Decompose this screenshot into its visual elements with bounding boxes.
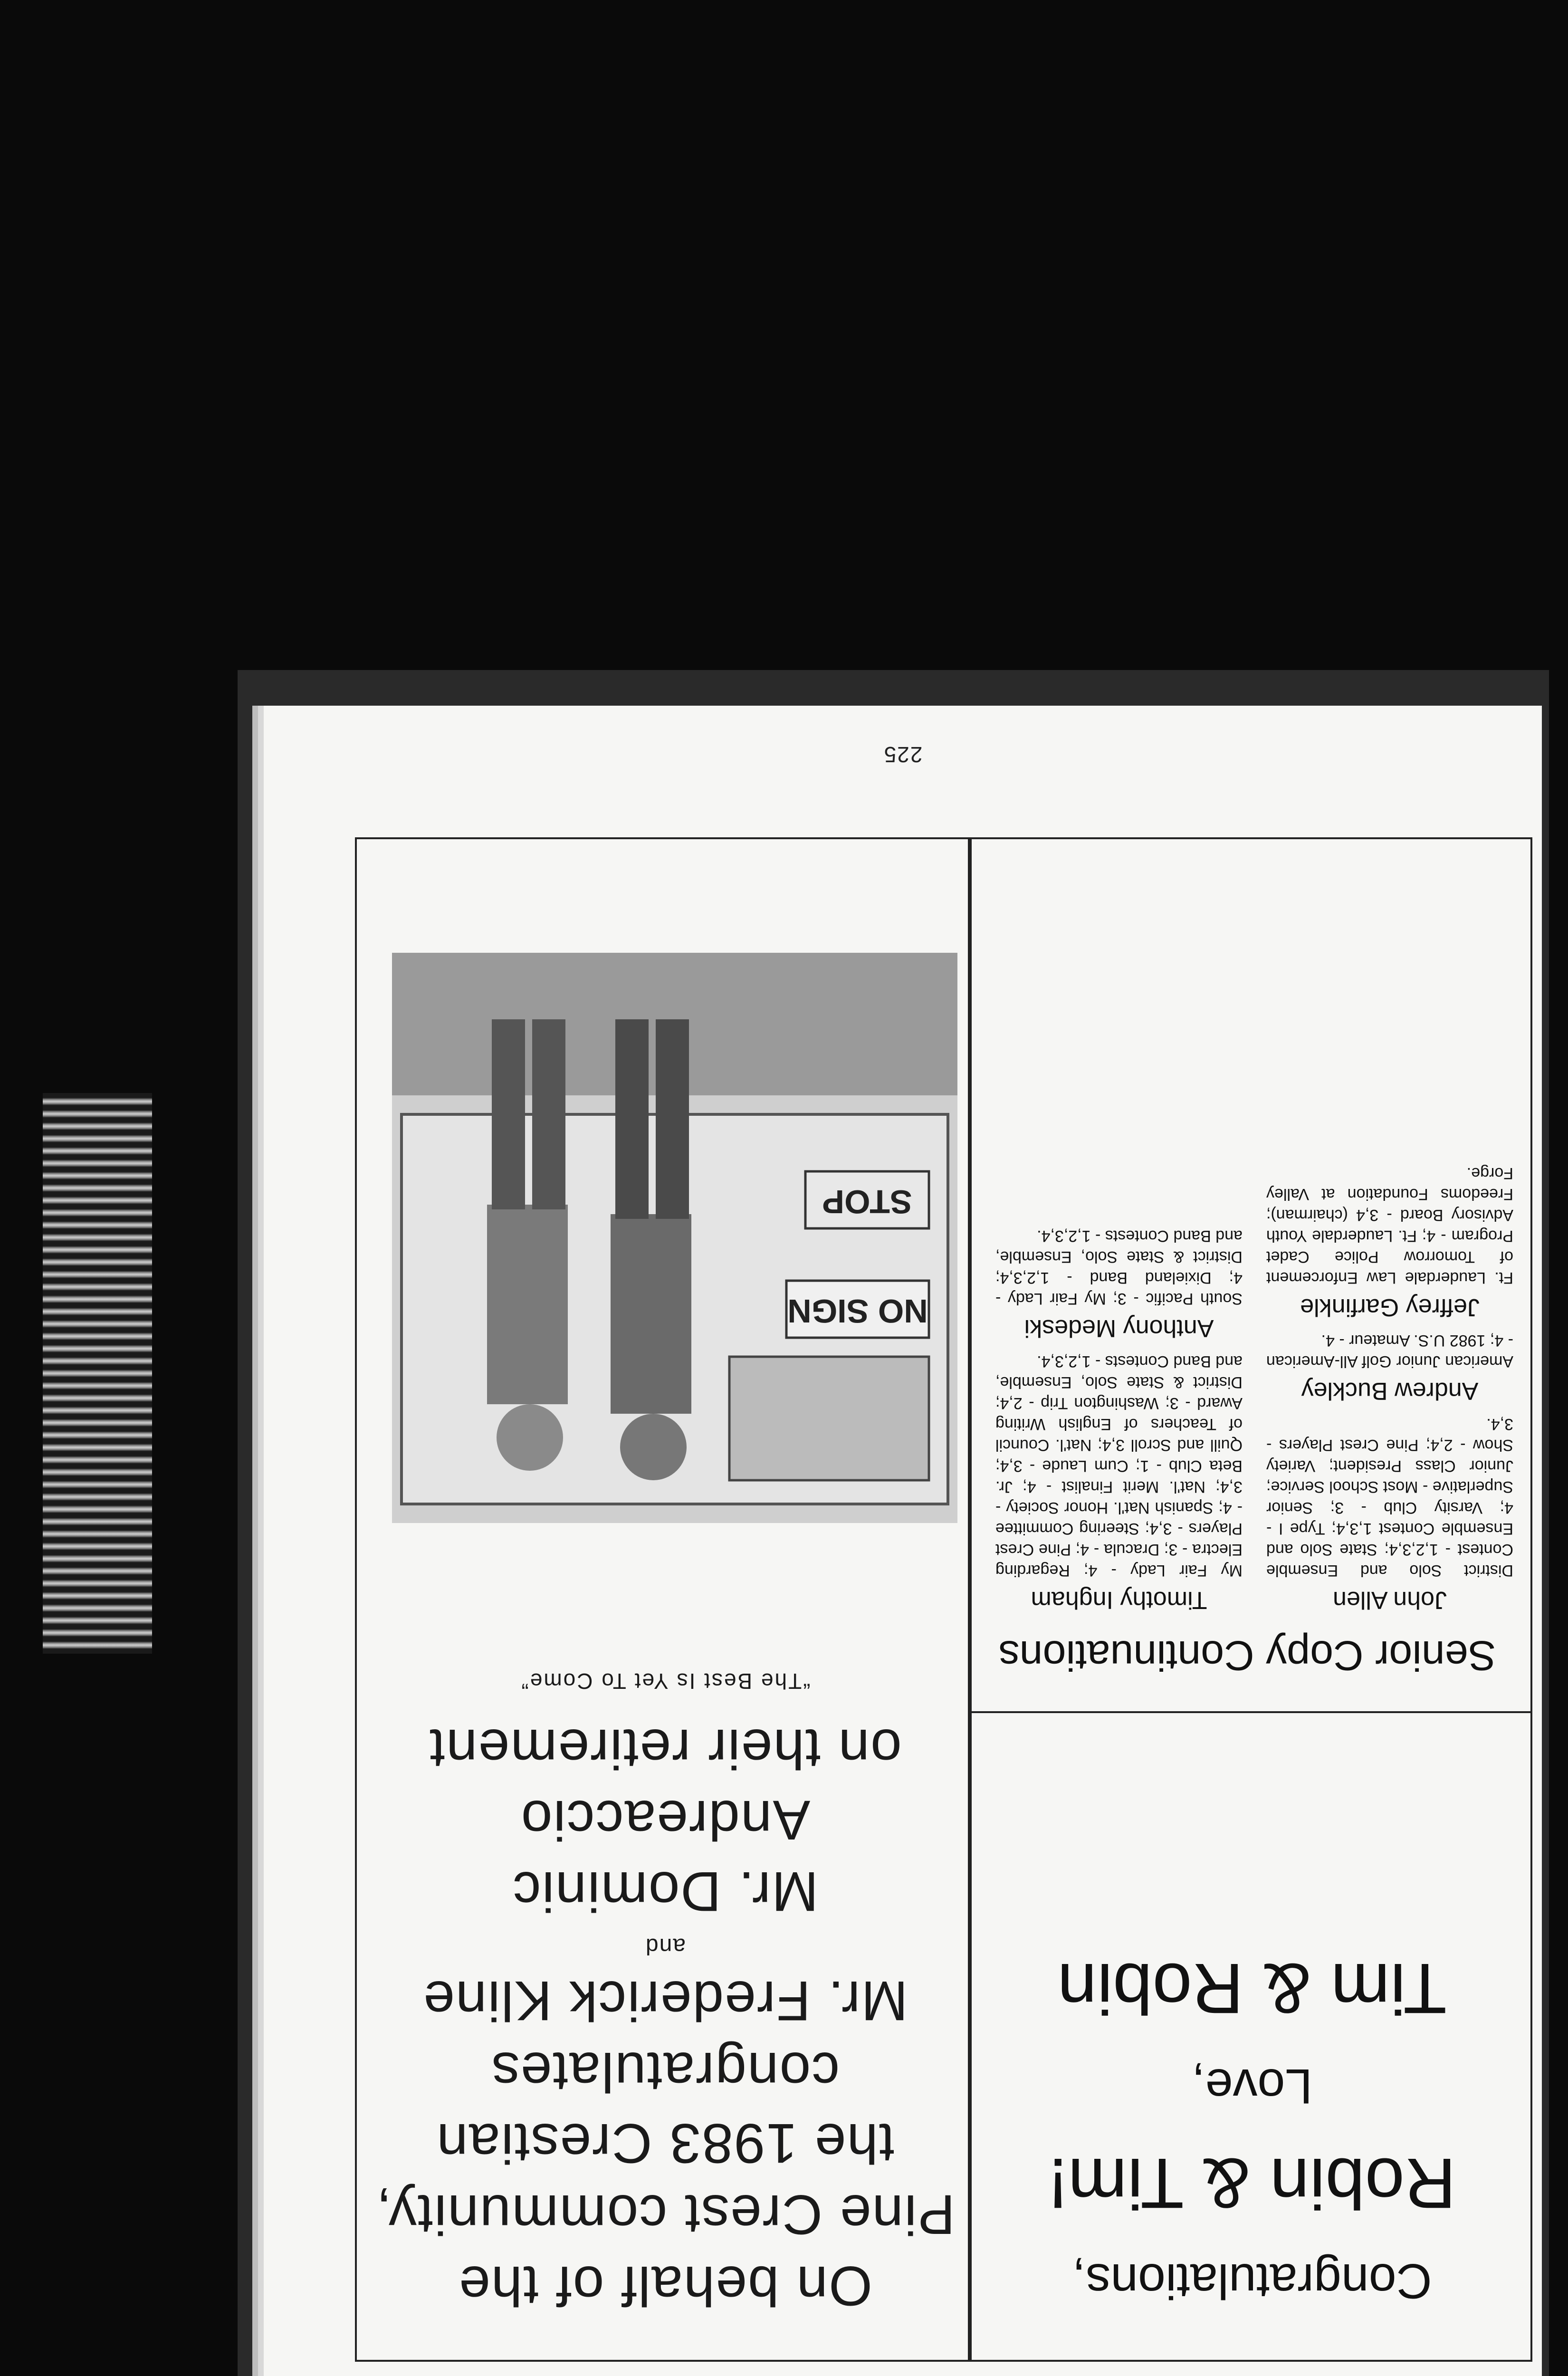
senior-text: Ft. Lauderdale Law Enforcement of Tomorrow Police Cadet Program - 4; Ft. Lauderdale Youth Advisory Board - 3,4 (chairman); Freedoms Foundation at Valley Forge. (1266, 1164, 1513, 1287)
ad-quote: “The Best Is Yet To Come” (520, 1669, 811, 1694)
senior-name: Jeffrey Garfinkle (1300, 1293, 1480, 1321)
ad-line-2: Pine Crest community, (375, 2183, 956, 2246)
ad-line-5: Mr. Frederick Kline (422, 1969, 908, 2032)
senior-name: John Allen (1333, 1586, 1447, 1614)
senior-column-right (995, 1221, 1243, 1623)
senior-column-left (1266, 1158, 1513, 1623)
page-number: 225 (883, 742, 923, 767)
senior-text: American Junior Golf All-American - 4; 1982 U.S. Amateur - 4. (1266, 1332, 1513, 1370)
senior-text: My Fair Lady - 4; Regarding Electra - 3; Dracula - 4; Pine Crest Players - 3,4; Steering Committee - 4; Spanish Nat'l. Honor Society - 3,4; Nat'l. Merit Finalist - 4; Jr. Beta Club - 1; Cum Laude - 3,4; Quill and Scroll 3,4; Nat'l. Council of Teachers of English Writing Award - 3; Washington Trip - 2,4; District & State Solo, Ensemble, and Band Contests - 1,2,3,4. (995, 1352, 1243, 1580)
photo-illustration (392, 953, 957, 1523)
retirement-ad (368, 1668, 962, 2321)
senior-copy-title: Senior Copy Continuations (998, 1632, 1496, 1679)
ad-line-3-text: the 1983 Crestian (436, 2112, 895, 2175)
no-sign-label: NO SIGN (787, 1293, 928, 1330)
ad-line-1: On behalf of the (458, 2254, 872, 2317)
senior-text: South Pacific - 3; My Fair Lady - 4; Dixieland Band - 1,2,3,4; District & State Solo, Ensemble, and Band Contests - 1,2,3,4. (995, 1227, 1243, 1308)
ad-line-3 (368, 2108, 962, 2179)
senior-text: District Solo and Ensemble Contest - 1,2,3,4; State Solo and Ensemble Contest 1,3,4; Type I - 4; Varsity Club - 3; Senior Superlative - Most School Service; Junior Class President; Variety Show - 2,4; Pine Crest Players - 3,4. (1266, 1415, 1513, 1580)
ad-line-8: Andreaccio (520, 1789, 811, 1851)
personal-ad-line-1: Congratulations, (1072, 2253, 1432, 2309)
horizontal-divider (972, 1711, 1532, 1713)
ad-line-9: on their retirement (429, 1717, 902, 1780)
senior-name: Andrew Buckley (1301, 1377, 1479, 1405)
personal-ad-line-2: Robin & Tim! (1048, 2144, 1456, 2223)
stop-sign-label: STOP (822, 1183, 912, 1220)
scanner-edge-artifact (43, 1093, 152, 1654)
ad-line-4: congratulates (490, 2041, 840, 2103)
personal-ad-line-3: Love, (1191, 2059, 1313, 2114)
personal-ad-line-4: Tim & Robin (1057, 1949, 1447, 2029)
senior-name: Anthony Medeski (1024, 1314, 1214, 1342)
rotated-page-content (264, 706, 1542, 2376)
ad-line-6: and (644, 1934, 686, 1959)
retirement-photo (392, 953, 957, 1523)
ad-line-7: Mr. Dominic (512, 1860, 819, 1923)
yearbook-page (264, 706, 1542, 2376)
senior-copy-section (972, 843, 1528, 1708)
personal-ad (981, 1932, 1523, 2321)
senior-name: Timothy Ingham (1031, 1586, 1207, 1614)
